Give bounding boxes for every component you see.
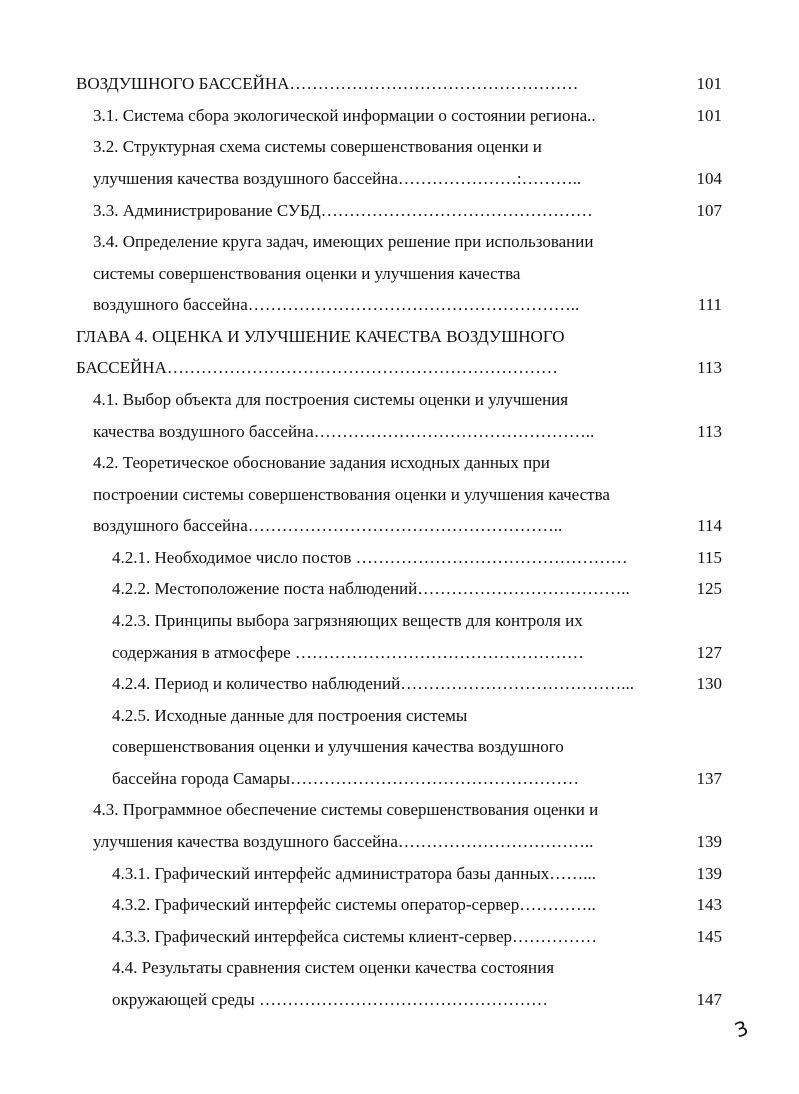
- toc-entry-page: 104: [696, 169, 722, 188]
- toc-entry-text: совершенствования оценки и улучшения качества воздушного: [112, 737, 564, 756]
- toc-entry-text: 3.1. Система сбора экологической информации о состоянии региона..: [93, 106, 596, 125]
- toc-chapter-heading: ГЛАВА 4. ОЦЕНКА И УЛУЧШЕНИЕ КАЧЕСТВА ВОЗДУШНОГО: [76, 327, 565, 346]
- toc-entry-text: 4.3.3. Графический интерфейса системы клиент-сервер……………: [112, 927, 597, 946]
- toc-entry-text: 4.3. Программное обеспечение системы совершенствования оценки и: [93, 800, 599, 819]
- toc-entry-text: воздушного бассейна…………………………………………………..: [93, 295, 580, 314]
- toc-entry-text: бассейна города Самары……………………………………………: [112, 769, 580, 788]
- toc-entry-page: 139: [696, 864, 722, 883]
- toc-entry-text: содержания в атмосфере ……………………………………………: [112, 643, 584, 662]
- toc-entry-text: качества воздушного бассейна…………………………………………..: [93, 422, 595, 441]
- toc-entry-text: 4.4. Результаты сравнения систем оценки качества состояния: [112, 958, 555, 977]
- toc-entry-page: 114: [697, 516, 722, 535]
- toc-entry-text: 4.3.1. Графический интерфейс администратора базы данных……...: [112, 864, 596, 883]
- toc-entry-text: системы совершенствования оценки и улучшения качества: [93, 264, 521, 283]
- toc-entry-text: улучшения качества воздушного бассейна……………………………..: [93, 832, 594, 851]
- toc-entry-text: БАССЕЙНА……………………………………………………………: [76, 358, 558, 377]
- toc-entry-page: 101: [696, 74, 722, 93]
- toc-entry-text: 4.2.4. Период и количество наблюдений…………………………………...: [112, 674, 635, 693]
- toc-entry-page: 113: [697, 358, 722, 377]
- toc-entry-text: 3.3. Администрирование СУБД…………………………………………: [93, 201, 593, 220]
- toc-entry-text: 4.3.2. Графический интерфейс системы оператор-сервер…………..: [112, 895, 596, 914]
- toc-entry-text: ВОЗДУШНОГО БАССЕЙНА……………………………………………: [76, 74, 579, 93]
- toc-entry-page: 137: [696, 769, 722, 788]
- toc-entry-text: окружающей среды ……………………………………………: [112, 990, 548, 1009]
- handwritten-margin-mark: 3: [731, 1015, 752, 1043]
- toc-entry-text: улучшения качества воздушного бассейна…………………:………..: [93, 169, 582, 188]
- toc-entry-page: 143: [696, 895, 722, 914]
- toc-entry-page: 125: [696, 579, 722, 598]
- toc-entry-page: 115: [697, 548, 722, 567]
- toc-entry-text: 4.2.2. Местоположение поста наблюдений………………………………..: [112, 579, 630, 598]
- toc-entry-text: воздушного бассейна………………………………………………..: [93, 516, 563, 535]
- toc-entry-text: 3.2. Структурная схема системы совершенствования оценки и: [93, 137, 542, 156]
- toc-entry-text: построении системы совершенствования оценки и улучшения качества: [93, 485, 610, 504]
- toc-entry-text: 4.2.3. Принципы выбора загрязняющих веществ для контроля их: [112, 611, 583, 630]
- toc-entry-text: 4.1. Выбор объекта для построения системы оценки и улучшения: [93, 390, 569, 409]
- toc-entry-page: 139: [696, 832, 722, 851]
- toc-entry-page: 130: [696, 674, 722, 693]
- toc-entry-text: 4.2.1. Необходимое число постов …………………………………………: [112, 548, 628, 567]
- toc-entry-page: 145: [696, 927, 722, 946]
- toc-entry-page: 101: [696, 106, 722, 125]
- toc-entry-text: 4.2. Теоретическое обоснование задания исходных данных при: [93, 453, 550, 472]
- toc-entry-page: 107: [696, 201, 722, 220]
- toc-entry-text: 3.4. Определение круга задач, имеющих решение при использовании: [93, 232, 594, 251]
- toc-entry-page: 111: [697, 295, 722, 314]
- toc-entry-page: 147: [696, 990, 722, 1009]
- toc-entry-text: 4.2.5. Исходные данные для построения системы: [112, 706, 468, 725]
- toc-entry-page: 113: [697, 422, 722, 441]
- toc-entry-page: 127: [696, 643, 722, 662]
